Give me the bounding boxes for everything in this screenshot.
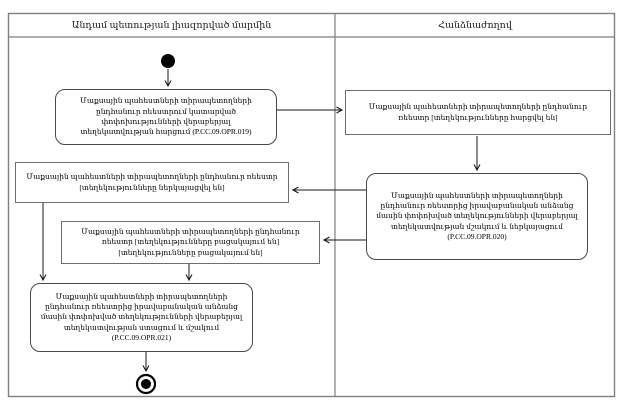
state-registry-info-absent: Մաքսային պահեստների տիրապետողների ընդհանուր ռեեստր [տեղեկությունները բացակայում են] [տեղեկությունները բացակայում են] xyxy=(61,221,320,264)
action-query-registry-changes: Մաքսային պահեստների տիրապետողների ընդհանուր ռեեստրում կատարված փոփոխությունների վերաբերյալ տեղեկատվության հարցում (P.CC.09.OPR.019) xyxy=(55,89,277,145)
lane-header-commission xyxy=(335,13,615,37)
action-receive-and-process-info: Մաքսային պահեստների տիրապետողների ընդհանուր ռեեստրից իրավաբանական անձանց մասին փոփոխված տեղեկությունների վերաբերյալ տեղեկատվության ստացում և մշակում (P.CC.09.OPR.021) xyxy=(30,283,253,352)
lane-header-member-state xyxy=(8,13,335,37)
final-node-icon xyxy=(137,375,155,393)
action-process-and-present-info: Մաքսային պահեստների տիրապետողների ընդհանուր ռեեստրից իրավաբանական անձանց մասին փոփոխված տեղեկությունների վերաբերյալ տեղեկատվության մշակում և ներկայացում (P.CC.09.OPR.020) xyxy=(366,173,588,260)
state-registry-info-queried: Մաքսային պահեստների տիրապետողների ընդհանուր ռեեստր [տեղեկությունները հարցվել են] xyxy=(345,90,611,135)
lane-header-member-state-label: Անդամ պետության լիազորված մարմին xyxy=(71,20,272,31)
lane-header-commission-label: Հանձնաժողով xyxy=(438,20,512,31)
initial-node-icon xyxy=(161,54,175,68)
state-registry-info-presented: Մաքսային պահեստների տիրապետողների ընդհանուր ռեեստր [տեղեկությունները ներկայացվել են] xyxy=(15,162,289,203)
